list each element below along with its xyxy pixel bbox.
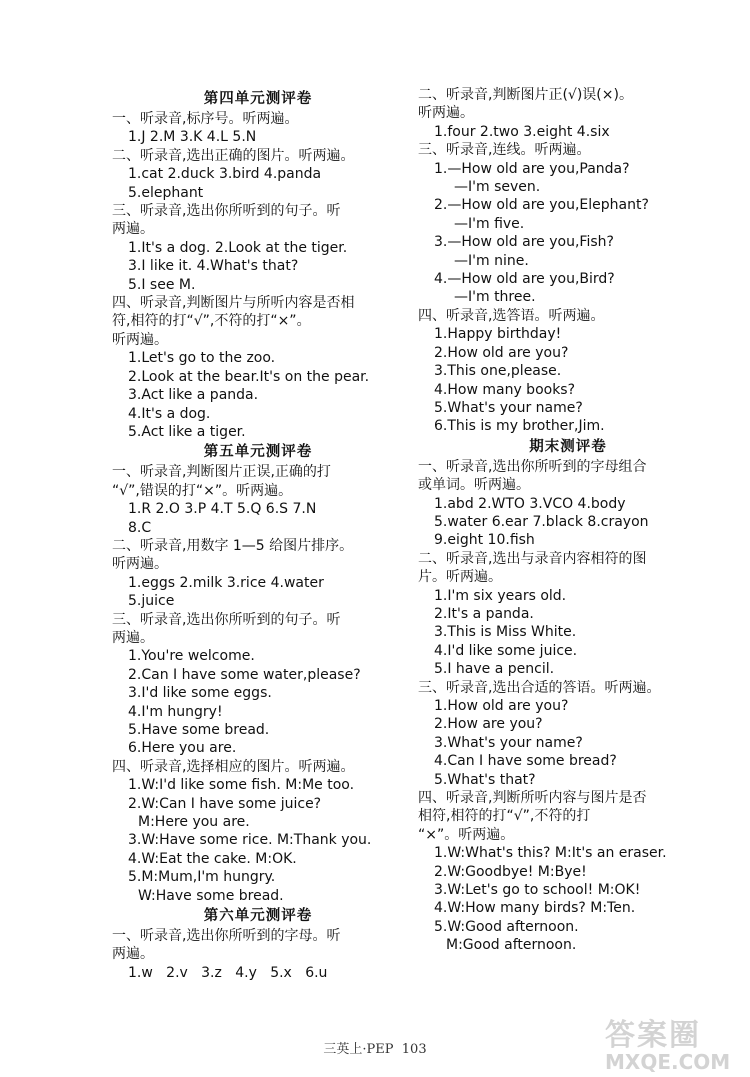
text-line: 一、听录音,判断图片正误,正确的打 xyxy=(112,464,331,481)
unit6-continued xyxy=(418,86,718,436)
text-line: 相符,相符的打“√”,不符的打 xyxy=(418,808,591,825)
text-line: 两遍。 xyxy=(112,946,154,963)
text-line: 3.W:Let's go to school! M:OK! xyxy=(434,882,641,899)
text-line: 1.W:I'd like some fish. M:Me too. xyxy=(128,777,355,794)
text-line: —I'm three. xyxy=(454,289,536,306)
text-line: 1.I'm six years old. xyxy=(434,587,567,604)
text-line: 2.It's a panda. xyxy=(434,605,534,622)
text-line: 2.W:Goodbye! M:Bye! xyxy=(434,863,587,880)
text-line: 听两遍。 xyxy=(112,331,168,348)
text-line: 1.—How old are you,Panda? xyxy=(434,160,630,177)
text-line: 片。听两遍。 xyxy=(418,569,502,586)
text-line: “×”。听两遍。 xyxy=(418,826,515,843)
text-line: 5.water 6.ear 7.black 8.crayon xyxy=(434,513,649,530)
text-line: 5.elephant xyxy=(128,184,204,201)
text-line: 3.This is Miss White. xyxy=(434,624,577,641)
text-line: 1.W:What's this? M:It's an eraser. xyxy=(434,845,667,862)
text-line: 一、听录音,标序号。听两遍。 xyxy=(112,111,299,127)
text-line: 4.Can I have some bread? xyxy=(434,753,617,770)
final-title: 期末测评卷 xyxy=(529,438,607,455)
text-line: 二、听录音,选出与录音内容相符的图 xyxy=(418,550,647,567)
text-line: 3.This one,please. xyxy=(434,363,562,380)
text-line: 2.How old are you? xyxy=(434,344,569,361)
text-line: M:Good afternoon. xyxy=(446,937,577,954)
final-body xyxy=(418,458,718,955)
text-line: 1.R 2.O 3.P 4.T 5.Q 6.S 7.N xyxy=(128,501,317,518)
text-line: 5.What's your name? xyxy=(434,399,583,416)
text-line: 四、听录音,判断所听内容与图片是否 xyxy=(418,790,647,807)
text-line: 2.How are you? xyxy=(434,716,543,733)
text-line: 4.How many books? xyxy=(434,381,576,398)
text-line: 听两遍。 xyxy=(112,556,168,573)
text-line: 2.Look at the bear.It's on the pear. xyxy=(128,368,370,385)
page-footer: 三英上·PEP 103 xyxy=(323,1042,427,1057)
text-line: —I'm five. xyxy=(454,215,525,232)
text-line: 符,相符的打“√”,不符的打“×”。 xyxy=(112,313,311,330)
text-line: 1.How old are you? xyxy=(434,698,569,714)
text-line: 或单词。听两遍。 xyxy=(418,477,530,494)
text-line: 1.Let's go to the zoo. xyxy=(128,350,276,367)
text-line: 1.four 2.two 3.eight 4.six xyxy=(434,123,610,140)
unit4-title: 第四单元测评卷 xyxy=(203,91,313,107)
text-line: 5.W:Good afternoon. xyxy=(434,918,579,935)
text-line: 2.—How old are you,Elephant? xyxy=(434,197,649,214)
text-line: 8.C xyxy=(128,519,152,536)
text-line: 1.eggs 2.milk 3.rice 4.water xyxy=(128,574,324,591)
text-line: 四、听录音,判断图片与所听内容是否相 xyxy=(112,295,355,312)
text-line: 5.Act like a tiger. xyxy=(128,423,246,440)
text-line: 一、听录音,选出你所听到的字母。听 xyxy=(112,928,341,945)
unit6-title: 第六单元测评卷 xyxy=(203,908,313,925)
unit4-body xyxy=(112,110,404,441)
text-line: 二、听录音,判断图片正(√)误(×)。 xyxy=(418,87,633,103)
text-line: 3.—How old are you,Fish? xyxy=(434,234,614,251)
text-line: 2.W:Can I have some juice? xyxy=(128,795,322,812)
text-line: 1.Happy birthday! xyxy=(434,326,562,343)
text-line: 四、听录音,选择相应的图片。听两遍。 xyxy=(112,758,355,775)
text-line: 二、听录音,用数字 1—5 给图片排序。 xyxy=(112,537,354,554)
text-line: 三、听录音,连线。听两遍。 xyxy=(418,142,591,159)
text-line: 6.This is my brother,Jim. xyxy=(434,418,605,435)
text-line: 四、听录音,选答语。听两遍。 xyxy=(418,307,605,324)
text-line: 4.I'm hungry! xyxy=(128,703,223,720)
text-line: 4.W:How many birds? M:Ten. xyxy=(434,900,636,917)
text-line: 二、听录音,选出正确的图片。听两遍。 xyxy=(112,147,355,164)
text-line: 3.I like it. 4.What's that? xyxy=(128,258,299,275)
unit5-body xyxy=(112,463,404,905)
text-line: 5.I see M. xyxy=(128,276,196,293)
text-line: 两遍。 xyxy=(112,629,154,646)
text-line: 三、听录音,选出你所听到的句子。听 xyxy=(112,203,341,220)
text-line: 三、听录音,选出合适的答语。听两遍。 xyxy=(418,679,661,696)
text-line: 两遍。 xyxy=(112,221,154,238)
text-line: M:Here you are. xyxy=(138,814,250,831)
text-line: 3.What's your name? xyxy=(434,734,583,751)
left-column xyxy=(112,88,404,982)
text-line: 5.juice xyxy=(128,593,175,610)
text-line: 4.—How old are you,Bird? xyxy=(434,271,615,288)
text-line: 3.W:Have some rice. M:Thank you. xyxy=(128,832,372,849)
text-line: 1.cat 2.duck 3.bird 4.panda xyxy=(128,166,322,183)
watermark-logo xyxy=(605,1010,740,1072)
text-line: —I'm seven. xyxy=(454,179,541,196)
text-line: 9.eight 10.fish xyxy=(434,532,535,549)
text-line: 三、听录音,选出你所听到的句子。听 xyxy=(112,611,341,628)
text-line: 1.It's a dog. 2.Look at the tiger. xyxy=(128,239,348,256)
text-line: 1.w 2.v 3.z 4.y 5.x 6.u xyxy=(128,964,328,981)
text-line: 5.What's that? xyxy=(434,771,536,788)
text-line: 一、听录音,选出你所听到的字母组合 xyxy=(418,458,647,475)
text-line: 3.Act like a panda. xyxy=(128,387,259,404)
text-line: “√”,错误的打“×”。听两遍。 xyxy=(112,482,293,499)
watermark-url: MXQE.COM xyxy=(605,1050,731,1074)
text-line: 听两遍。 xyxy=(418,105,474,122)
text-line: 1.You're welcome. xyxy=(128,648,255,665)
text-line: —I'm nine. xyxy=(454,252,529,269)
text-line: 1.J 2.M 3.K 4.L 5.N xyxy=(128,129,257,146)
right-column xyxy=(418,86,718,955)
text-line: 4.W:Eat the cake. M:OK. xyxy=(128,850,297,867)
unit6-body xyxy=(112,927,404,982)
text-line: 5.M:Mum,I'm hungry. xyxy=(128,869,276,886)
text-line: 4.It's a dog. xyxy=(128,405,211,422)
text-line: 1.abd 2.WTO 3.VCO 4.body xyxy=(434,495,626,512)
text-line: W:Have some bread. xyxy=(138,887,284,904)
text-line: 4.I'd like some juice. xyxy=(434,642,578,659)
unit5-title: 第五单元测评卷 xyxy=(203,444,313,461)
text-line: 6.Here you are. xyxy=(128,740,237,757)
watermark-stamp: 答案圈 xyxy=(605,1018,701,1053)
text-line: 5.I have a pencil. xyxy=(434,661,555,678)
text-line: 3.I'd like some eggs. xyxy=(128,685,272,702)
text-line: 2.Can I have some water,please? xyxy=(128,666,361,683)
text-line: 5.Have some bread. xyxy=(128,722,270,738)
